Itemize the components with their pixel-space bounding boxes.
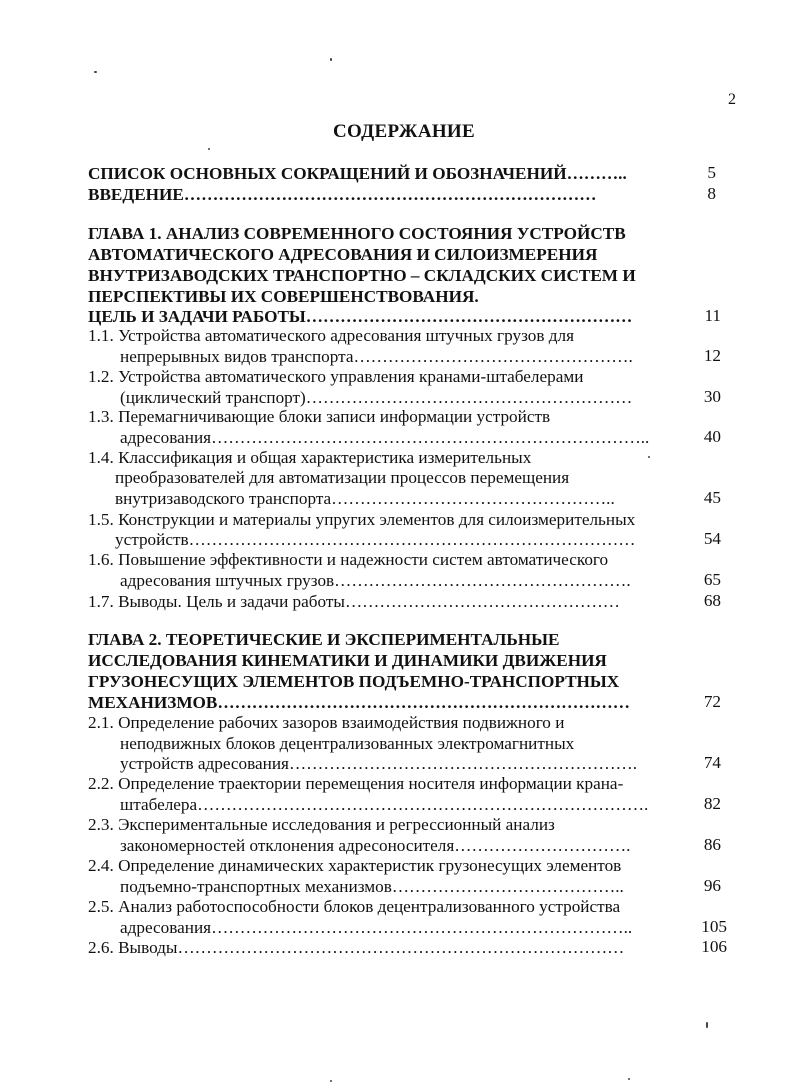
toc-page-number: 12 xyxy=(703,346,721,365)
toc-entry-text: ВНУТРИЗАВОДСКИХ ТРАНСПОРТНО – СКЛАДСКИХ СИСТЕМ И xyxy=(88,266,636,285)
toc-entry-text: 2.1. Определение рабочих зазоров взаимодействия подвижного и xyxy=(88,713,565,732)
scan-speck xyxy=(628,1078,630,1080)
toc-entry-text: непрерывных видов транспорта…………………………………………. xyxy=(120,347,633,366)
toc-entry-text: адресования………………………………………………………………….. xyxy=(120,428,650,447)
toc-entry-text: ГЛАВА 1. АНАЛИЗ СОВРЕМЕННОГО СОСТОЯНИЯ УСТРОЙСТВ xyxy=(88,224,626,243)
toc-page-number: 5 xyxy=(707,163,716,182)
toc-entry-text: 2.3. Экспериментальные исследования и регрессионный анализ xyxy=(88,815,555,834)
toc-entry-text: МЕХАНИЗМОВ……………………………………………………………… xyxy=(88,693,630,712)
toc-entry-text: СПИСОК ОСНОВНЫХ СОКРАЩЕНИЙ И ОБОЗНАЧЕНИЙ……….. xyxy=(88,164,627,183)
toc-entry-text: 2.2. Определение траектории перемещения носителя информации крана- xyxy=(88,774,624,793)
toc-entry-text: 2.5. Анализ работоспособности блоков децентрализованного устройства xyxy=(88,897,621,916)
toc-page-number: 68 xyxy=(703,591,721,610)
scan-speck xyxy=(648,456,650,458)
toc-page-number: 11 xyxy=(704,306,721,325)
toc-page-number: 96 xyxy=(703,876,721,895)
toc-entry-text: ИССЛЕДОВАНИЯ КИНЕМАТИКИ И ДИНАМИКИ ДВИЖЕНИЯ xyxy=(88,651,607,670)
toc-entry-text: ЦЕЛЬ И ЗАДАЧИ РАБОТЫ………………………………………………… xyxy=(88,307,633,326)
toc-entry-text: преобразователей для автоматизации процессов перемещения xyxy=(115,468,570,487)
toc-entry-text: 1.6. Повышение эффективности и надежности систем автоматического xyxy=(88,550,609,569)
toc-page-number: 74 xyxy=(703,753,721,772)
scan-speck xyxy=(208,148,210,150)
toc-entry-text: внутризаводского транспорта………………………………………….. xyxy=(115,489,615,508)
toc-page-number: 86 xyxy=(703,835,721,854)
toc-entry-text: 1.7. Выводы. Цель и задачи работы………………………………………… xyxy=(88,592,620,611)
toc-page-number: 72 xyxy=(703,692,721,711)
toc-page-number: 106 xyxy=(701,937,727,956)
toc-entry-text: закономерностей отклонения адресоносителя…………………………. xyxy=(120,836,631,855)
toc-entry-text: неподвижных блоков децентрализованных электромагнитных xyxy=(120,734,575,753)
page-title: СОДЕРЖАНИЕ xyxy=(333,121,475,142)
toc-entry-text: 1.3. Перемагничивающие блоки записи информации устройств xyxy=(88,407,551,426)
toc-page-number: 65 xyxy=(703,570,721,589)
scan-speck xyxy=(706,1022,708,1028)
toc-page-number: 8 xyxy=(707,184,716,203)
toc-entry-text: 1.2. Устройства автоматического управления кранами-штабелерами xyxy=(88,367,584,386)
toc-page-number: 30 xyxy=(703,387,721,406)
toc-page-number: 45 xyxy=(703,488,721,507)
toc-page-number: 54 xyxy=(703,529,721,548)
toc-entry-text: устройств…………………………………………………………………… xyxy=(115,530,636,549)
toc-entry-text: ГРУЗОНЕСУЩИХ ЭЛЕМЕНТОВ ПОДЪЕМНО-ТРАНСПОРТНЫХ xyxy=(88,672,620,691)
page-number: 2 xyxy=(728,91,736,108)
toc-entry-text: ГЛАВА 2. ТЕОРЕТИЧЕСКИЕ И ЭКСПЕРИМЕНТАЛЬНЫЕ xyxy=(88,630,560,649)
toc-entry-text: 1.1. Устройства автоматического адресования штучных грузов для xyxy=(88,326,574,345)
scan-speck xyxy=(330,58,332,61)
toc-entry-text: 2.4. Определение динамических характеристик грузонесущих элементов xyxy=(88,856,622,875)
toc-entry-text: 1.5. Конструкции и материалы упругих элементов для силоизмерительных xyxy=(88,510,636,529)
toc-entry-text: устройств адресования……………………………………………………. xyxy=(120,754,637,773)
toc-entry-text: 2.6. Выводы…………………………………………………………………… xyxy=(88,938,625,957)
toc-entry-text: ВВЕДЕНИЕ……………………………………………………………… xyxy=(88,185,597,204)
toc-entry-text: (циклический транспорт)………………………………………………… xyxy=(120,388,633,407)
toc-page-number: 82 xyxy=(703,794,721,813)
toc-entry-text: адресования……………………………………………………………….. xyxy=(120,918,633,937)
toc-entry-text: 1.4. Классификация и общая характеристика измерительных xyxy=(88,448,532,467)
toc-entry-text: адресования штучных грузов……………………………………………. xyxy=(120,571,631,590)
scan-speck xyxy=(330,1080,332,1082)
toc-page-number: 40 xyxy=(703,427,721,446)
toc-entry-text: ПЕРСПЕКТИВЫ ИХ СОВЕРШЕНСТВОВАНИЯ. xyxy=(88,287,479,306)
toc-entry-text: штабелера……………………………………………………………………. xyxy=(120,795,649,814)
scan-speck xyxy=(94,71,97,73)
toc-entry-text: АВТОМАТИЧЕСКОГО АДРЕСОВАНИЯ И СИЛОИЗМЕРЕНИЯ xyxy=(88,245,598,264)
toc-entry-text: подъемно-транспортных механизмов………………………………….. xyxy=(120,877,624,896)
toc-page-number: 105 xyxy=(701,917,727,936)
